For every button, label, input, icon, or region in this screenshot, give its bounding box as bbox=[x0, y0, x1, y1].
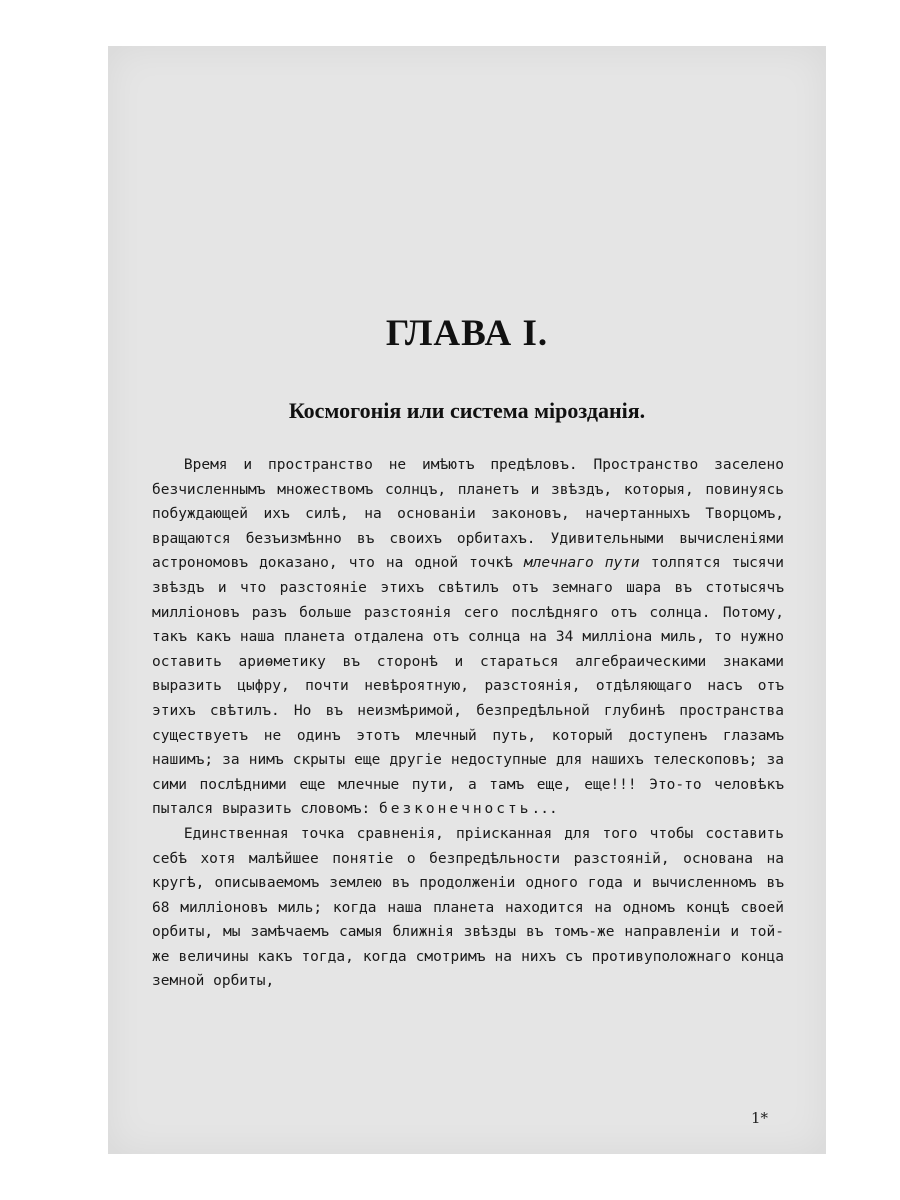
paragraph-1 bbox=[152, 453, 784, 822]
chapter-body bbox=[152, 453, 784, 994]
signature-mark: 1* bbox=[750, 1109, 768, 1127]
emphasis-milky-way: млечнаго пути bbox=[523, 555, 640, 572]
paragraph-2: Единственная точка сравненія, пріисканная для того чтобы составить себѣ хотя малѣйшее понятіе о безпредѣльности разстояній, основана на кругѣ, описываемомъ землею въ продолженіи одного года и вычисленномъ въ 68 милліоновъ миль; когда наша планета находится на одномъ концѣ своей орбиты, мы замѣчаемъ самыя ближнія звѣзды въ томъ-же направленіи и той-же величины какъ тогда, когда смотримъ на нихъ съ противуположнаго конца земной орбиты, bbox=[152, 825, 784, 990]
paragraph-1-text-a: Время и пространство не имѣютъ предѣловъ. Пространство заселено безчисленнымъ множествомъ солнцъ, планетъ и звѣздъ, которыя, повинуясь побуждающей ихъ силѣ, на основаніи законовъ, начертанныхъ Творцомъ, вращаются безъизмѣнно въ своихъ орбитахъ. Удивительными вычисленіями астрономовъ доказано, что на одной точкѣ bbox=[152, 457, 784, 572]
chapter-title: ГЛАВА I. bbox=[385, 313, 549, 354]
paragraph-1-ending: ... bbox=[531, 801, 558, 818]
book-page bbox=[108, 46, 826, 1154]
spaced-word-infinity: безконечность bbox=[378, 801, 532, 818]
chapter-subtitle: Космогонія или система мірозданія. bbox=[288, 398, 646, 423]
paragraph-1-text-b: толпятся тысячи звѣздъ и что разстояніе этихъ свѣтилъ отъ земнаго шара въ стотысячъ милліоновъ разъ больше разстоянія сего послѣдняго отъ солнца. Потому, такъ какъ наша планета отдалена отъ солнца на 34 милліона миль, то нужно оставить ариѳметику въ сторонѣ и стараться алгебраическими знаками выразить цыфру, почти невѣроятную, разстоянія, отдѣляющаго насъ отъ этихъ свѣтилъ. Но въ неизмѣримой, безпредѣльной глубинѣ пространства существуетъ не одинъ этотъ млечный путь, который доступенъ глазамъ нашимъ; за нимъ скрыты еще другіе недоступные для нашихъ телескоповъ; за сими послѣдними еще млечные пути, а тамъ еще, еще!!! Это-то человѣкъ пытался выразить словомъ: bbox=[152, 555, 784, 818]
